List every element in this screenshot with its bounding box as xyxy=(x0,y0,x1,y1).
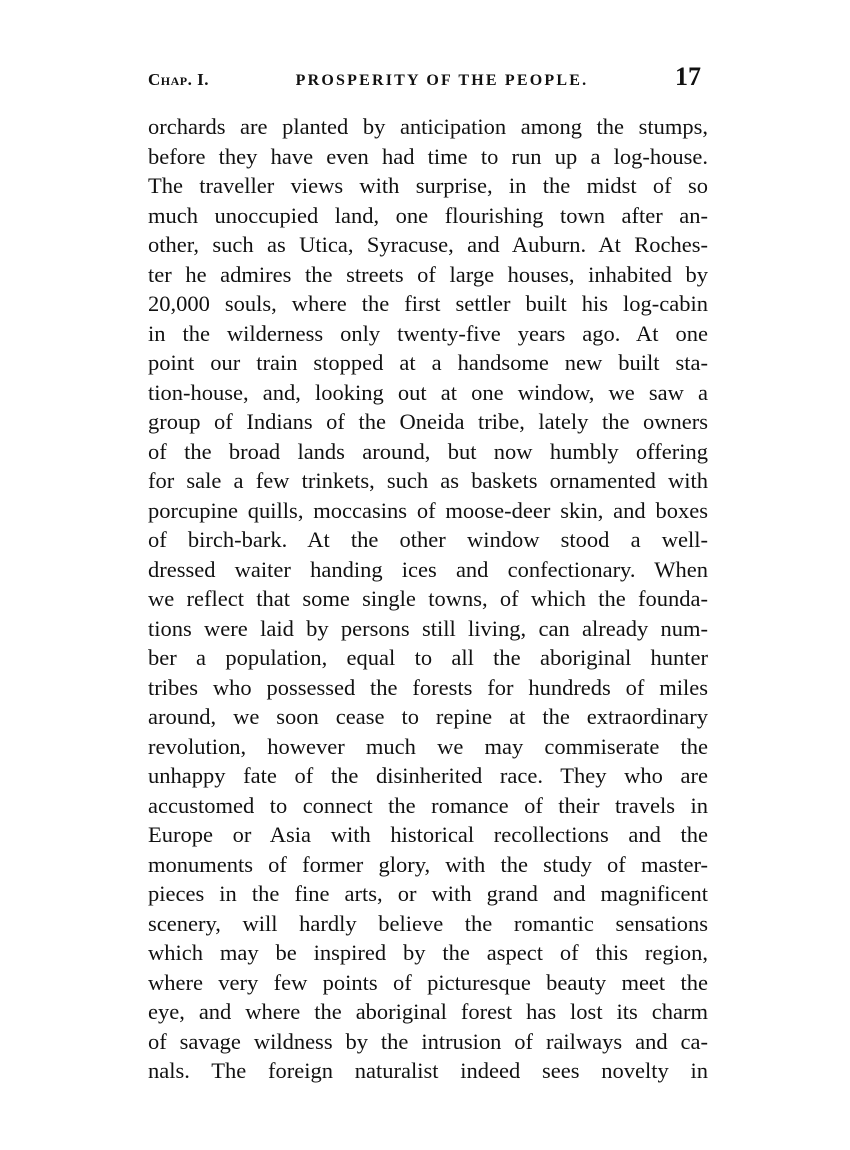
text-line: The traveller views with surprise, in the midst of so xyxy=(148,173,708,198)
text-line: 20,000 souls, where the first settler built his log-cabin xyxy=(148,291,708,316)
text-line: for sale a few trinkets, such as baskets ornamented with xyxy=(148,468,708,493)
text-line: where very few points of picturesque beauty meet the xyxy=(148,969,708,995)
text-line: tribes who possessed the forests for hundreds of miles xyxy=(148,674,708,700)
text-line: unhappy fate of the disinherited race. They who are xyxy=(148,763,708,788)
running-head xyxy=(148,62,701,96)
page-number: 17 xyxy=(675,62,701,91)
text-line: pieces in the fine arts, or with grand and magnificent xyxy=(148,881,708,906)
text-line: much unoccupied land, one flourishing town after an- xyxy=(148,202,708,228)
text-line: in the wilderness only twenty-five years ago. At one xyxy=(148,320,708,346)
text-line: orchards are planted by anticipation among the stumps, xyxy=(148,114,708,139)
text-line: around, we soon cease to repine at the extraordinary xyxy=(148,704,708,729)
chapter-reference: Chap. I. xyxy=(148,70,209,89)
text-line: of savage wildness by the intrusion of railways and ca- xyxy=(148,1028,708,1054)
body-text xyxy=(148,112,708,1086)
text-line: nals. The foreign naturalist indeed sees novelty in xyxy=(148,1058,708,1083)
text-line: monuments of former glory, with the study of master- xyxy=(148,851,708,877)
text-line: porcupine quills, moccasins of moose-deer skin, and boxes xyxy=(148,497,708,523)
text-line: scenery, will hardly believe the romantic sensations xyxy=(148,910,708,936)
text-line: point our train stopped at a handsome new built sta- xyxy=(148,350,708,375)
text-line: other, such as Utica, Syracuse, and Auburn. At Roches- xyxy=(148,232,708,257)
text-line: accustomed to connect the romance of their travels in xyxy=(148,792,708,818)
text-line: group of Indians of the Oneida tribe, lately the owners xyxy=(148,409,708,434)
text-line: dressed waiter handing ices and confectionary. When xyxy=(148,556,708,582)
text-line: revolution, however much we may commiserate the xyxy=(148,733,708,759)
text-line: eye, and where the aboriginal forest has lost its charm xyxy=(148,999,708,1024)
text-line: ber a population, equal to all the aboriginal hunter xyxy=(148,645,708,670)
text-line: which may be inspired by the aspect of this region, xyxy=(148,940,708,965)
text-line: of birch-bark. At the other window stood a well- xyxy=(148,527,708,552)
text-line: tion-house, and, looking out at one window, we saw a xyxy=(148,379,708,405)
text-line: ter he admires the streets of large houses, inhabited by xyxy=(148,261,708,287)
text-line: Europe or Asia with historical recollections and the xyxy=(148,822,708,847)
text-line: we reflect that some single towns, of which the founda- xyxy=(148,586,708,611)
text-line: of the broad lands around, but now humbly offering xyxy=(148,438,708,464)
text-line: before they have even had time to run up a log-house. xyxy=(148,143,708,169)
running-title: PROSPERITY OF THE PEOPLE. xyxy=(295,72,589,89)
text-line: tions were laid by persons still living, can already num- xyxy=(148,615,708,641)
